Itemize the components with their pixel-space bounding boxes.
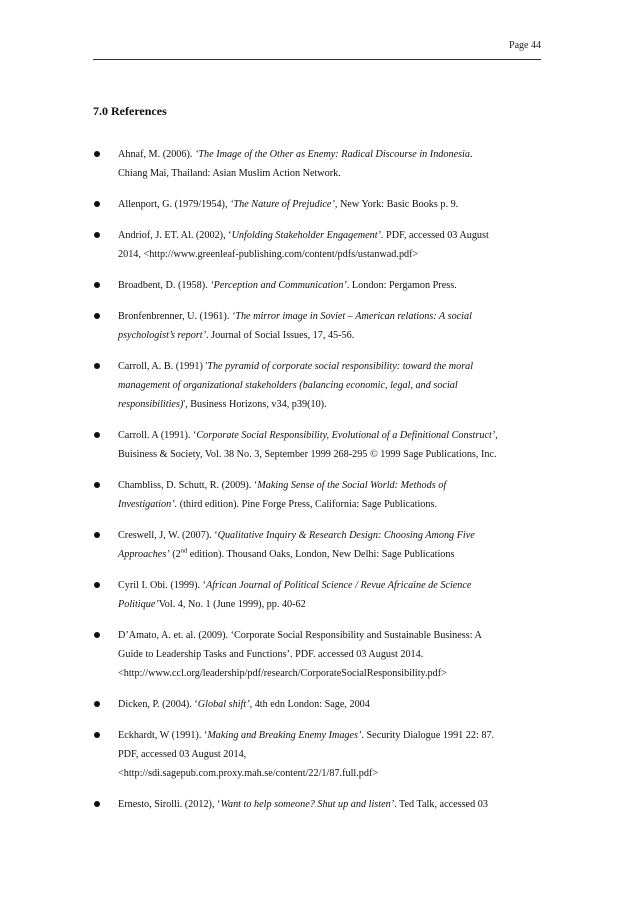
bullet-icon <box>94 582 100 588</box>
reference-line: Ahnaf, M. (2006). ‘The Image of the Other as Enemy: Radical Discourse in Indonesia. <box>118 149 473 160</box>
bullet-icon <box>94 151 100 157</box>
reference-item <box>93 795 553 814</box>
reference-item <box>93 626 553 683</box>
reference-url: <http://sdi.sagepub.com.proxy.mah.se/content/22/1/87.full.pdf> <box>118 768 379 779</box>
bullet-icon <box>94 801 100 807</box>
reference-line: Carroll. A (1991). ‘Corporate Social Responsibility, Evolutional of a Definitional Construct’, <box>118 430 498 441</box>
reference-line: Chambliss, D. Schutt, R. (2009). ‘Making Sense of the Social World: Methods of <box>118 480 447 491</box>
reference-line: D’Amato, A. et. al. (2009). ‘Corporate Social Responsibility and Sustainable Business: A <box>118 630 482 641</box>
reference-line: Buisiness & Society, Vol. 38 No. 3, September 1999 268-295 © 1999 Sage Publications, Inc. <box>118 449 497 460</box>
reference-line: Dicken, P. (2004). ‘Global shift’, 4th edn London: Sage, 2004 <box>118 699 370 710</box>
reference-line: Eckhardt, W (1991). ‘Making and Breaking Enemy Images’. Security Dialogue 1991 22: 87. <box>118 730 495 741</box>
bullet-icon <box>94 232 100 238</box>
reference-item <box>93 576 553 614</box>
section-title: 7.0 References <box>93 104 167 118</box>
reference-line: Cyril I. Obi. (1999). ‘African Journal of Political Science / Revue Africaine de Science <box>118 580 472 591</box>
bullet-icon <box>94 432 100 438</box>
reference-item <box>93 226 553 264</box>
reference-line: Politique’Vol. 4, No. 1 (June 1999), pp. 40-62 <box>118 599 306 610</box>
reference-item <box>93 195 553 214</box>
reference-list <box>93 145 553 826</box>
reference-item <box>93 476 553 514</box>
bullet-icon <box>94 482 100 488</box>
reference-url: <http://www.ccl.org/leadership/pdf/research/CorporateSocialResponsibility.pdf> <box>118 668 447 679</box>
page-number: Page 44 <box>509 40 541 51</box>
reference-line: Guide to Leadership Tasks and Functions’. PDF. accessed 03 August 2014. <box>118 649 424 660</box>
reference-line: Broadbent, D. (1958). ‘Perception and Communication’. London: Pergamon Press. <box>118 280 457 291</box>
bullet-icon <box>94 532 100 538</box>
page-header <box>93 40 541 60</box>
reference-line: Allenport, G. (1979/1954), ‘The Nature of Prejudice’, New York: Basic Books p. 9. <box>118 199 459 210</box>
reference-item <box>93 145 553 183</box>
reference-line: psychologist’s report’. Journal of Social Issues, 17, 45-56. <box>118 330 355 341</box>
reference-line: Chiang Mai, Thailand: Asian Muslim Action Network. <box>118 168 341 179</box>
reference-item <box>93 695 553 714</box>
bullet-icon <box>94 282 100 288</box>
reference-line: responsibilities)', Business Horizons, v34, p39(10). <box>118 399 327 410</box>
bullet-icon <box>94 732 100 738</box>
bullet-icon <box>94 313 100 319</box>
reference-line: Creswell, J, W. (2007). ‘Qualitative Inquiry & Research Design: Choosing Among Five <box>118 530 475 541</box>
bullet-icon <box>94 701 100 707</box>
reference-line: Bronfenbrenner, U. (1961). ‘The mirror image in Soviet – American relations: A social <box>118 311 472 322</box>
reference-line: Carroll, A. B. (1991) 'The pyramid of corporate social responsibility: toward the moral <box>118 361 474 372</box>
bullet-icon <box>94 363 100 369</box>
reference-item <box>93 526 553 564</box>
reference-line: Andriof, J. ET. Al. (2002), ‘Unfolding Stakeholder Engagement’. PDF, accessed 03 August <box>118 230 489 241</box>
reference-item <box>93 307 553 345</box>
reference-line: management of organizational stakeholders (balancing economic, legal, and social <box>118 380 458 391</box>
bullet-icon <box>94 632 100 638</box>
reference-line: Approaches’ (2nd edition). Thousand Oaks, London, New Delhi: Sage Publications <box>118 547 455 560</box>
reference-line: Ernesto, Sirolli. (2012), ‘Want to help someone? Shut up and listen’. Ted Talk, accessed 03 <box>118 799 488 810</box>
reference-line: Investigation’. (third edition). Pine Forge Press, California: Sage Publications. <box>118 499 437 510</box>
reference-line: PDF, accessed 03 August 2014, <box>118 749 247 760</box>
bullet-icon <box>94 201 100 207</box>
reference-item <box>93 726 553 783</box>
reference-item <box>93 276 553 295</box>
reference-item <box>93 426 553 464</box>
reference-url: 2014, <http://www.greenleaf-publishing.com/content/pdfs/ustanwad.pdf> <box>118 249 419 260</box>
reference-item <box>93 357 553 414</box>
